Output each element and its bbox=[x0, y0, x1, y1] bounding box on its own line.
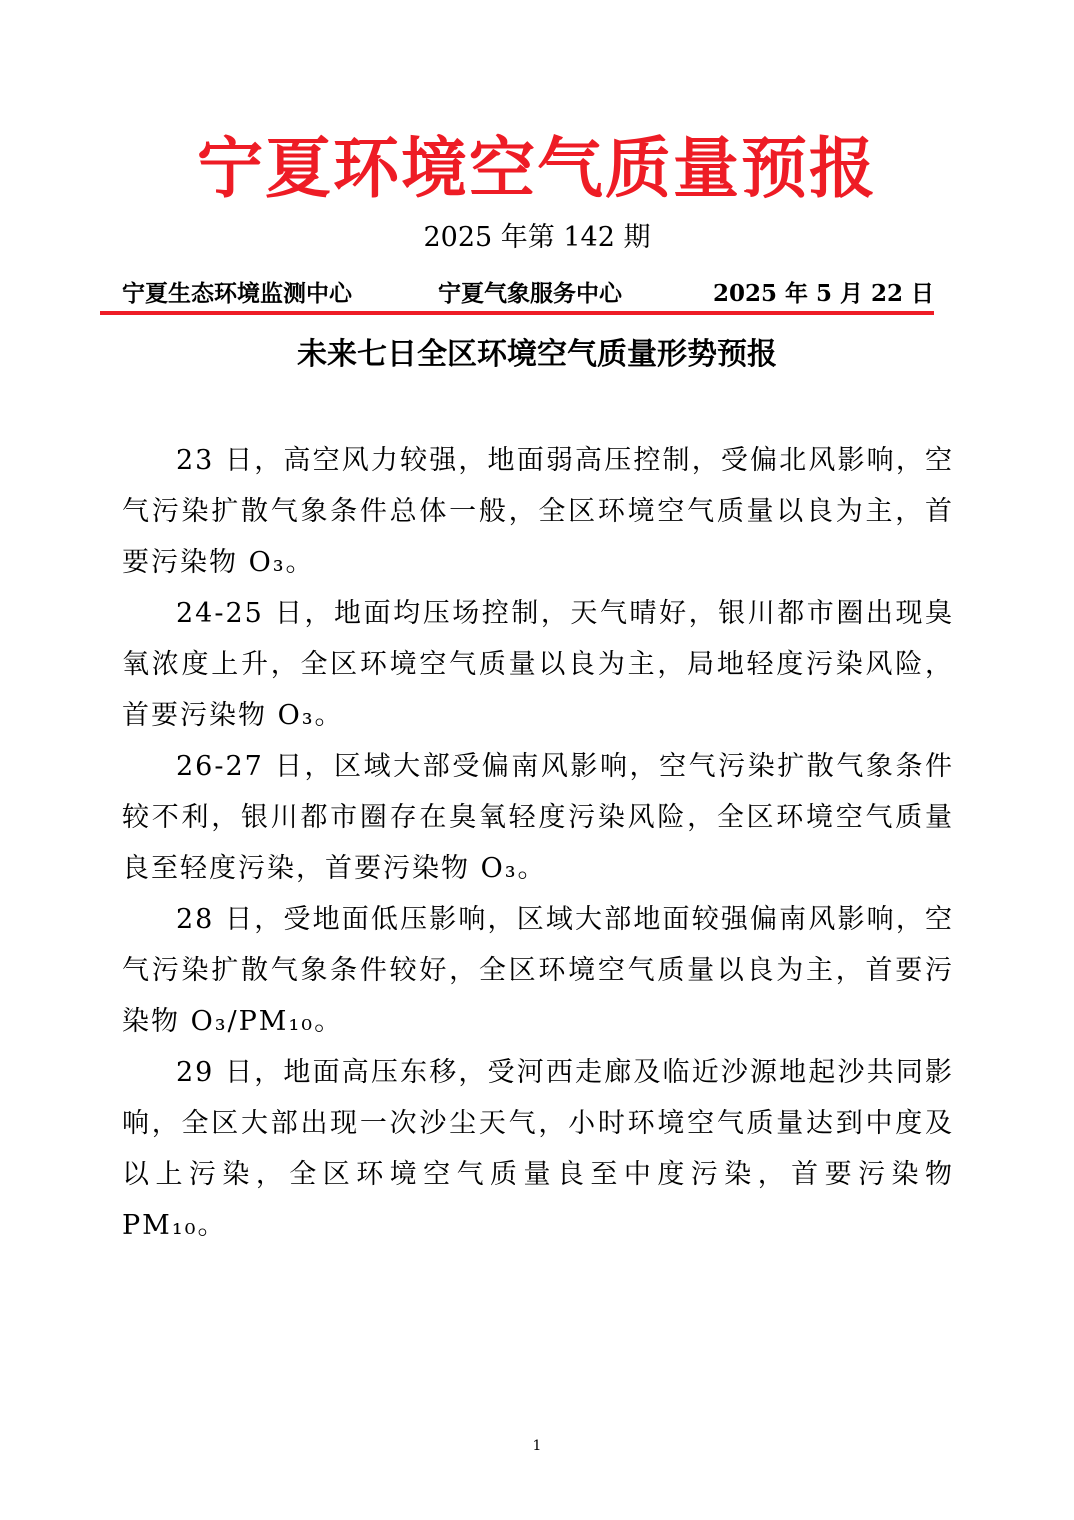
page-number: 1 bbox=[532, 1438, 542, 1454]
forecast-paragraph-day-26-27: 26-27 日，区域大部受偏南风影响，空气污染扩散气象条件较不利，银川都市圈存在臭氧轻度污染风险，全区环境空气质量良至轻度污染，首要污染物 O₃。 bbox=[122, 751, 954, 884]
issuer-row bbox=[122, 276, 934, 312]
masthead-title: 宁夏环境空气质量预报 bbox=[197, 129, 877, 207]
forecast-body bbox=[122, 435, 954, 1251]
issuer-meteorological-center: 宁夏气象服务中心 bbox=[438, 280, 622, 307]
forecast-paragraph-day-23: 23 日，高空风力较强，地面弱高压控制，受偏北风影响，空气污染扩散气象条件总体一般，全区环境空气质量以良为主，首要污染物 O₃。 bbox=[122, 445, 954, 578]
forecast-paragraph-day-28: 28 日，受地面低压影响，区域大部地面较强偏南风影响，空气污染扩散气象条件较好，全区环境空气质量以良为主，首要污染物 O₃/PM₁₀。 bbox=[122, 904, 954, 1037]
document-title: 未来七日全区环境空气质量形势预报 bbox=[297, 337, 777, 372]
forecast-paragraph-day-24-25: 24-25 日，地面均压场控制，天气晴好，银川都市圈出现臭氧浓度上升，全区环境空气质量以良为主，局地轻度污染风险，首要污染物 O₃。 bbox=[122, 598, 954, 731]
issuer-monitoring-center: 宁夏生态环境监测中心 bbox=[122, 280, 352, 307]
issue-number: 2025 年第 142 期 bbox=[423, 222, 651, 253]
red-divider-line bbox=[100, 311, 934, 315]
forecast-paragraph-day-29: 29 日，地面高压东移，受河西走廊及临近沙源地起沙共同影响，全区大部出现一次沙尘天气，小时环境空气质量达到中度及以上污染，全区环境空气质量良至中度污染，首要污染物 PM₁₀。 bbox=[122, 1057, 954, 1241]
issue-date: 2025 年 5 月 22 日 bbox=[712, 280, 934, 307]
